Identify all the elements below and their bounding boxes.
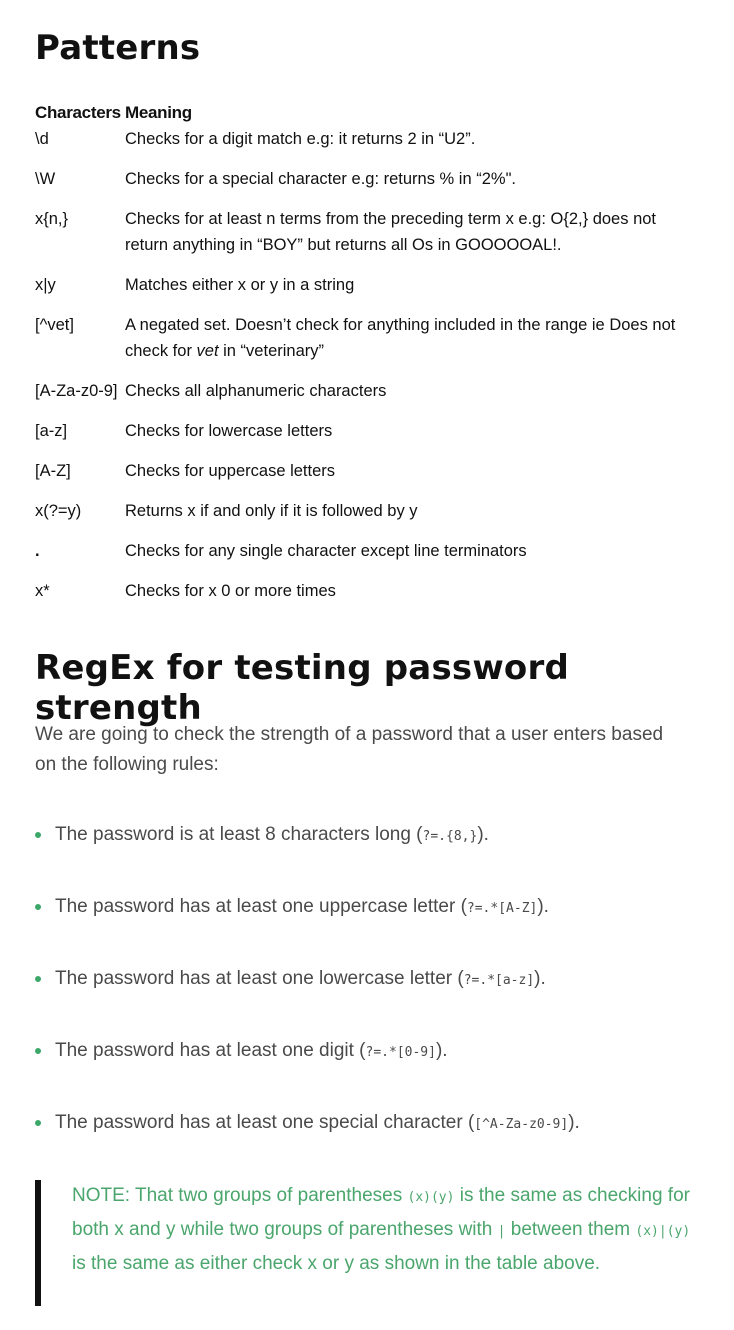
table-row <box>35 538 695 578</box>
rule-code: ?=.*[0-9] <box>365 1045 436 1060</box>
pattern-meaning: Checks for any single character except line terminators <box>125 542 527 560</box>
meaning-text: A negated set. Doesn’t check for anything included in the range ie Does not check for <box>125 316 676 360</box>
meaning-emphasis: vet <box>196 342 219 360</box>
intro-paragraph: We are going to check the strength of a password that a user enters based on the following rules: <box>35 724 664 775</box>
pattern-char: . <box>35 542 40 560</box>
table-row <box>35 378 695 418</box>
table-row <box>35 206 695 272</box>
table-row <box>35 458 695 498</box>
rule-text: The password has at least one uppercase letter ( <box>55 896 467 917</box>
rule-end: ). <box>534 968 546 989</box>
regex-heading: RegEx for testing password strength <box>35 648 569 728</box>
table-row <box>35 166 695 206</box>
pattern-char: x{n,} <box>35 210 69 228</box>
bullet-dot-icon <box>35 1048 41 1054</box>
pattern-meaning: Checks all alphanumeric characters <box>125 382 387 400</box>
pattern-meaning <box>125 312 695 378</box>
bullet-dot-icon <box>35 904 41 910</box>
note-text: is the same as checking for both x and y while two groups of parentheses with <box>72 1185 690 1240</box>
note-code: (x)(y) <box>407 1190 455 1205</box>
rule-code: ?=.*[a-z] <box>463 973 535 988</box>
rule-code: ?=.*[A-Z] <box>466 901 538 916</box>
rule-text: The password has at least one lowercase letter ( <box>55 968 464 989</box>
pattern-char: [A-Z] <box>35 462 71 480</box>
list-item <box>35 964 700 1036</box>
rule-end: ). <box>477 824 489 845</box>
pattern-meaning: Checks for a special character e.g: returns % in “2%". <box>125 170 517 188</box>
pattern-char: x* <box>35 582 50 600</box>
note-text: NOTE: That two groups of parentheses <box>72 1185 408 1206</box>
pattern-char: [a-z] <box>35 422 68 440</box>
bullet-dot-icon <box>35 832 41 838</box>
rule-text: The password is at least 8 characters long ( <box>55 824 423 845</box>
pattern-char: \W <box>35 170 56 188</box>
list-item <box>35 892 700 964</box>
note-text: between them <box>505 1219 636 1240</box>
password-rules-list <box>35 820 700 1180</box>
table-row <box>35 418 695 458</box>
pattern-char: [A-Za-z0-9] <box>35 382 118 400</box>
note-code: (x)|(y) <box>635 1224 691 1239</box>
pattern-char: x(?=y) <box>35 502 82 520</box>
rule-text: The password has at least one digit ( <box>55 1040 366 1061</box>
meaning-text: in “veterinary” <box>218 342 324 360</box>
rule-end: ). <box>568 1112 580 1133</box>
note-code: | <box>497 1224 506 1239</box>
meaning-column-header: Meaning <box>125 103 192 122</box>
list-item <box>35 1036 700 1108</box>
rule-end: ). <box>537 896 549 917</box>
patterns-table <box>35 102 695 618</box>
pattern-meaning: Checks for uppercase letters <box>125 462 336 480</box>
characters-column-header: Characters <box>35 103 121 122</box>
pattern-meaning: Matches either x or y in a string <box>125 276 355 294</box>
pattern-meaning: Checks for x 0 or more times <box>125 582 336 600</box>
pattern-meaning: Returns x if and only if it is followed by y <box>125 502 418 520</box>
table-row <box>35 272 695 312</box>
rule-end: ). <box>435 1040 448 1061</box>
table-row <box>35 312 695 378</box>
rule-code: [^A-Za-z0-9] <box>474 1117 569 1132</box>
note-blockquote <box>35 1180 700 1306</box>
pattern-meaning: Checks for at least n terms from the preceding term x e.g: O{2,} does not return anything in “BOY” but returns all Os in GOOOOOAL!. <box>125 210 657 254</box>
pattern-char: [^vet] <box>35 316 74 334</box>
bullet-dot-icon <box>35 1120 41 1126</box>
table-header-row <box>35 102 695 126</box>
table-row <box>35 578 695 618</box>
table-row <box>35 126 695 166</box>
patterns-heading: Patterns <box>35 28 201 68</box>
pattern-meaning: Checks for lowercase letters <box>125 422 333 440</box>
pattern-char: \d <box>35 130 49 148</box>
bullet-dot-icon <box>35 976 41 982</box>
note-text: is the same as either check x or y as shown in the table above. <box>72 1253 601 1274</box>
list-item <box>35 820 700 892</box>
rule-text: The password has at least one special character ( <box>55 1112 475 1133</box>
table-row <box>35 498 695 538</box>
rule-code: ?=.{8,} <box>422 829 478 844</box>
pattern-char: x|y <box>35 276 56 294</box>
pattern-meaning: Checks for a digit match e.g: it returns 2 in “U2”. <box>125 130 476 148</box>
list-item <box>35 1108 700 1180</box>
